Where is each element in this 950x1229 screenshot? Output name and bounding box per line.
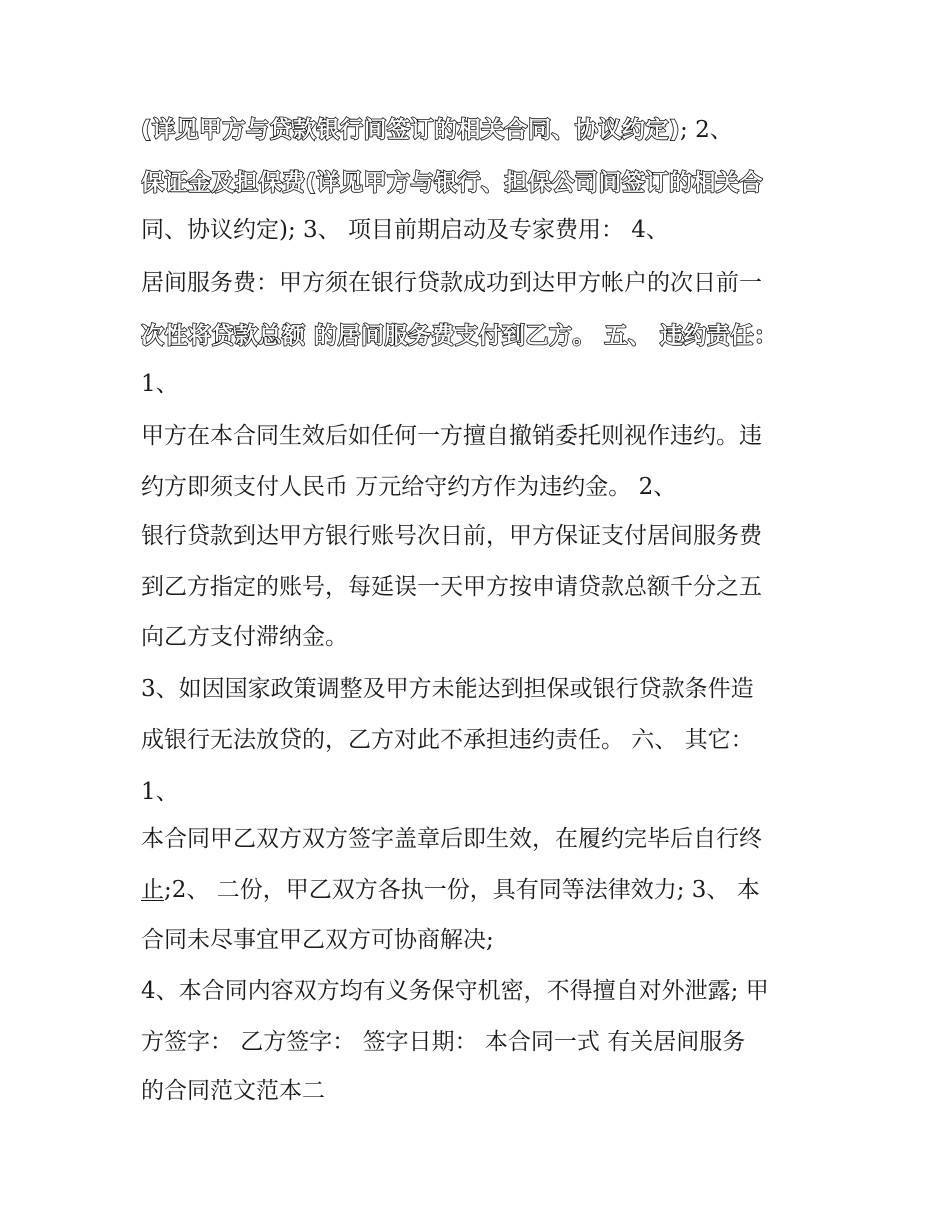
body-text: 1、: [141, 371, 179, 397]
text-line: [141, 416, 831, 456]
text-line: [141, 467, 831, 507]
body-text: 同、协议约定); 3、 项目前期启动及专家费用： 4、: [141, 217, 669, 243]
text-line: [141, 316, 831, 356]
body-text: 3、如因国家政策调整及甲方未能达到担保或银行贷款条件造: [141, 676, 754, 702]
text-line: [141, 819, 831, 859]
text-line: [141, 1071, 831, 1111]
outlined-text: (详见甲方与贷款银行间签订的相关合同、协议约定): [141, 117, 681, 143]
body-text: ;2、 二份，甲乙双方各执一份，具有同等法律效力; 3、 本: [164, 877, 760, 903]
body-text: 居间服务费：甲方须在银行贷款成功到达甲方帐户的次日前一: [141, 270, 762, 296]
underlined-text: 止: [141, 877, 164, 903]
body-text: 方签字： 乙方签字： 签字日期： 本合同一式 有关居间服务: [141, 1029, 746, 1055]
text-line: [141, 720, 831, 760]
text-line: [141, 920, 831, 960]
text-line: [141, 364, 831, 404]
text-line: [141, 110, 831, 150]
body-text: 成银行无法放贷的，乙方对此不承担违约责任。 六、 其它：: [141, 727, 754, 753]
body-text: 向乙方支付滞纳金。: [141, 624, 348, 650]
text-line: [141, 210, 831, 250]
body-text: 银行贷款到达甲方银行账号次日前，甲方保证支付居间服务费: [141, 523, 762, 549]
text-line: [141, 971, 831, 1011]
body-text: 甲方在本合同生效后如任何一方擅自撤销委托则视作违约。违: [141, 423, 762, 449]
body-text: 的合同范文范本二: [141, 1078, 325, 1104]
text-line: [141, 617, 831, 657]
body-text: 4、本合同内容双方均有义务保守机密，不得擅自对外泄露; 甲: [141, 978, 769, 1004]
outlined-text: 保证金及担保费(详见甲方与银行、担保公司间签订的相关合: [141, 170, 764, 196]
body-text: 本合同甲乙双方双方签字盖章后即生效，在履约完毕后自行终: [141, 826, 762, 852]
outlined-text: 次性将贷款总额 的居间服务费支付到乙方。 五、 违约责任：: [141, 323, 778, 349]
text-line: [141, 567, 831, 607]
text-line: [141, 669, 831, 709]
body-text: 1、: [141, 779, 179, 805]
text-line: [141, 1022, 831, 1062]
text-line: [141, 772, 831, 812]
body-text: 合同未尽事宜甲乙双方可协商解决;: [141, 927, 494, 953]
text-line: [141, 163, 831, 203]
text-line: [141, 516, 831, 556]
text-line: [141, 870, 831, 910]
body-text: 到乙方指定的账号，每延误一天甲方按申请贷款总额千分之五: [141, 574, 762, 600]
body-text: 约方即须支付人民币 万元给守约方作为违约金。 2、: [141, 474, 677, 500]
body-text: ; 2、: [680, 117, 733, 143]
text-line: [141, 263, 831, 303]
